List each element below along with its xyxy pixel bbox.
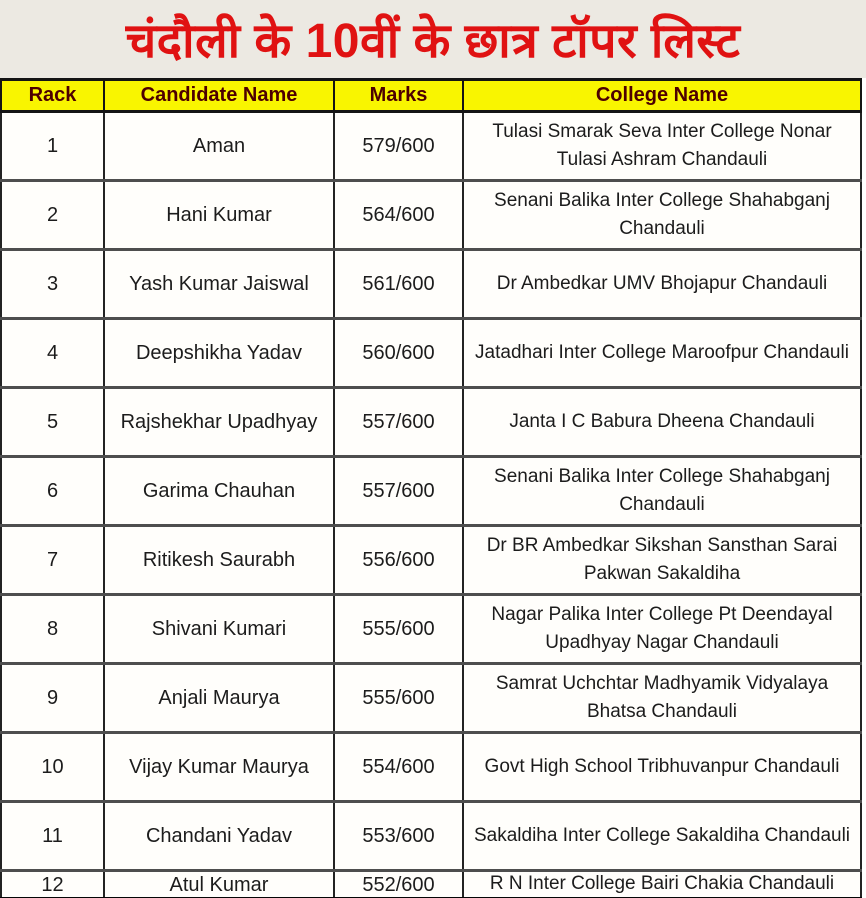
column-header-marks: Marks — [334, 80, 463, 112]
cell-marks: 556/600 — [334, 526, 463, 595]
cell-college-name: Govt High School Tribhuvanpur Chandauli — [463, 733, 861, 802]
cell-rank: 7 — [1, 526, 104, 595]
cell-college-name: Senani Balika Inter College Shahabganj Chandauli — [463, 181, 861, 250]
cell-candidate-name: Vijay Kumar Maurya — [104, 733, 334, 802]
table-row — [1, 871, 861, 898]
cell-rank: 1 — [1, 112, 104, 181]
cell-marks: 560/600 — [334, 319, 463, 388]
cell-college-name: Dr BR Ambedkar Sikshan Sansthan Sarai Pakwan Sakaldiha — [463, 526, 861, 595]
cell-marks: 557/600 — [334, 388, 463, 457]
cell-marks: 553/600 — [334, 802, 463, 871]
table-row — [1, 250, 861, 319]
cell-candidate-name: Ritikesh Saurabh — [104, 526, 334, 595]
cell-marks: 555/600 — [334, 664, 463, 733]
cell-rank: 12 — [1, 871, 104, 898]
cell-candidate-name: Garima Chauhan — [104, 457, 334, 526]
cell-college-name: Samrat Uchchtar Madhyamik Vidyalaya Bhatsa Chandauli — [463, 664, 861, 733]
page-title: चंदौली के 10वीं के छात्र टॉपर लिस्ट — [0, 0, 866, 78]
table-row — [1, 457, 861, 526]
toppers-table — [0, 78, 862, 898]
cell-rank: 6 — [1, 457, 104, 526]
table-row — [1, 733, 861, 802]
cell-college-name: Janta I C Babura Dheena Chandauli — [463, 388, 861, 457]
cell-rank: 4 — [1, 319, 104, 388]
cell-marks: 579/600 — [334, 112, 463, 181]
cell-marks: 555/600 — [334, 595, 463, 664]
cell-candidate-name: Anjali Maurya — [104, 664, 334, 733]
cell-candidate-name: Atul Kumar — [104, 871, 334, 898]
cell-college-name: Senani Balika Inter College Shahabganj Chandauli — [463, 457, 861, 526]
table-row — [1, 319, 861, 388]
cell-candidate-name: Rajshekhar Upadhyay — [104, 388, 334, 457]
cell-college-name: Dr Ambedkar UMV Bhojapur Chandauli — [463, 250, 861, 319]
cell-marks: 552/600 — [334, 871, 463, 898]
column-header-name: Candidate Name — [104, 80, 334, 112]
cell-marks: 557/600 — [334, 457, 463, 526]
cell-rank: 8 — [1, 595, 104, 664]
table-row — [1, 181, 861, 250]
cell-rank: 2 — [1, 181, 104, 250]
cell-candidate-name: Chandani Yadav — [104, 802, 334, 871]
table-header-row — [1, 80, 861, 112]
column-header-college: College Name — [463, 80, 861, 112]
cell-college-name: Sakaldiha Inter College Sakaldiha Chandauli — [463, 802, 861, 871]
cell-candidate-name: Yash Kumar Jaiswal — [104, 250, 334, 319]
column-header-rack: Rack — [1, 80, 104, 112]
cell-marks: 564/600 — [334, 181, 463, 250]
cell-candidate-name: Aman — [104, 112, 334, 181]
table-row — [1, 802, 861, 871]
cell-candidate-name: Hani Kumar — [104, 181, 334, 250]
cell-marks: 561/600 — [334, 250, 463, 319]
table-row — [1, 112, 861, 181]
cell-college-name: Nagar Palika Inter College Pt Deendayal Upadhyay Nagar Chandauli — [463, 595, 861, 664]
cell-marks: 554/600 — [334, 733, 463, 802]
cell-rank: 9 — [1, 664, 104, 733]
cell-rank: 11 — [1, 802, 104, 871]
cell-rank: 5 — [1, 388, 104, 457]
cell-college-name: R N Inter College Bairi Chakia Chandauli — [463, 871, 861, 898]
cell-rank: 3 — [1, 250, 104, 319]
table-row — [1, 388, 861, 457]
table-row — [1, 526, 861, 595]
cell-candidate-name: Deepshikha Yadav — [104, 319, 334, 388]
cell-college-name: Tulasi Smarak Seva Inter College Nonar Tulasi Ashram Chandauli — [463, 112, 861, 181]
cell-rank: 10 — [1, 733, 104, 802]
cell-candidate-name: Shivani Kumari — [104, 595, 334, 664]
cell-college-name: Jatadhari Inter College Maroofpur Chandauli — [463, 319, 861, 388]
table-row — [1, 595, 861, 664]
table-row — [1, 664, 861, 733]
